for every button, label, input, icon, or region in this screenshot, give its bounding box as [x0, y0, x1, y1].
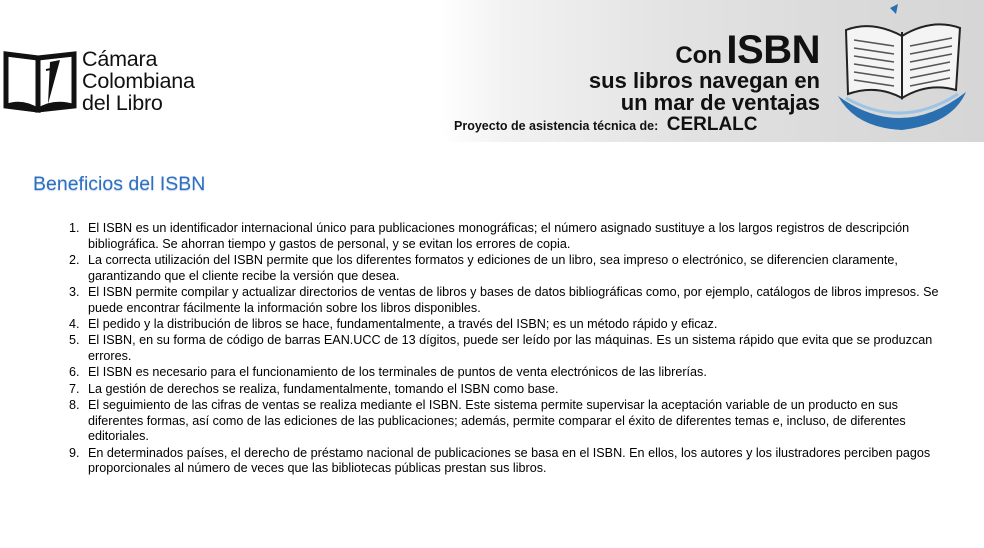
item-number: 7. [69, 381, 80, 396]
project-brand: CERLALC [666, 114, 758, 135]
item-text: El ISBN permite compilar y actualizar directorios de ventas de libros y bases de datos bibliográficas como, por ejemplo, catálogos de libros impresos. Se puede encontrar fácilmente la información sobre los libros disponibles. [88, 284, 939, 315]
slogan-line-2: un mar de ventajas [620, 90, 820, 115]
benefits-list [60, 221, 952, 478]
logo-text [82, 48, 195, 114]
item-text: El ISBN es necesario para el funcionamiento de los terminales de puntos de venta electrónicos de las librerías. [88, 365, 707, 380]
slogan-isbn: ISBN [726, 28, 820, 72]
item-number: 2. [69, 252, 80, 267]
item-number: 1. [69, 221, 80, 235]
logo-line: Cámara [82, 47, 158, 71]
item-text: La correcta utilización del ISBN permite que los diferentes formatos y ediciones de un libro, sea impreso o electrónico, se diferencien claramente, garantizando que el cliente recibe la versión que desea. [88, 252, 898, 283]
project-label: Proyecto de asistencia técnica de: [454, 119, 659, 133]
slogan-con: Con [675, 42, 722, 69]
logo-line: del Libro [82, 91, 163, 115]
item-text: La gestión de derechos se realiza, fundamentalmente, tomando el ISBN como base. [88, 381, 559, 396]
list-item [60, 382, 952, 398]
list-item [60, 221, 952, 252]
list-item [60, 253, 952, 284]
item-text: En determinados países, el derecho de préstamo nacional de publicaciones se basa en el ISBN. En ellos, los autores y los ilustradores perciben pagos proporcionales al número de veces que las bibliotecas públicas prestan sus libros. [88, 445, 931, 476]
item-number: 3. [69, 284, 80, 299]
item-text: El ISBN, en su forma de código de barras EAN.UCC de 13 dígitos, puede ser leído por las máquinas. Es un sistema rápido que evita que se produzcan errores. [88, 333, 933, 363]
list-item [60, 317, 952, 333]
header [0, 0, 984, 142]
item-number: 8. [69, 398, 80, 413]
list-item [60, 285, 952, 316]
list-item [60, 333, 952, 364]
list-item [60, 365, 952, 381]
book-boat-icon [832, 2, 972, 138]
item-number: 5. [69, 333, 80, 348]
list-item [60, 446, 952, 477]
logo-line: Colombiana [82, 69, 195, 93]
page-title: Beneficios del ISBN [33, 173, 206, 195]
item-text: El pedido y la distribución de libros se hace, fundamentalmente, a través del ISBN; es un método rápido y eficaz. [88, 316, 718, 331]
item-number: 6. [69, 365, 80, 380]
camara-colombiana-logo [0, 40, 240, 120]
item-text: El seguimiento de las cifras de ventas se realiza mediante el ISBN. Este sistema permite supervisar la aceptación variable de un producto en sus diferentes formas, así como de las ediciones de las publicaciones; además, permite comparar el éxito de diferentes temas e, incluso, de diferentes editoriales. [88, 398, 906, 444]
project-credit [454, 114, 758, 136]
item-number: 4. [69, 316, 80, 331]
list-item [60, 398, 952, 445]
item-number: 9. [69, 445, 80, 460]
open-book-icon [2, 44, 78, 116]
item-text: El ISBN es un identificador internacional único para publicaciones monográficas; el número asignado sustituye a los largos registros de descripción bibliográfica. Se ahorran tiempo y gastos de personal, y se evitan los errores de copia. [88, 221, 910, 251]
slogan-line-1: sus libros navegan en [588, 68, 820, 93]
slogan [440, 30, 820, 120]
